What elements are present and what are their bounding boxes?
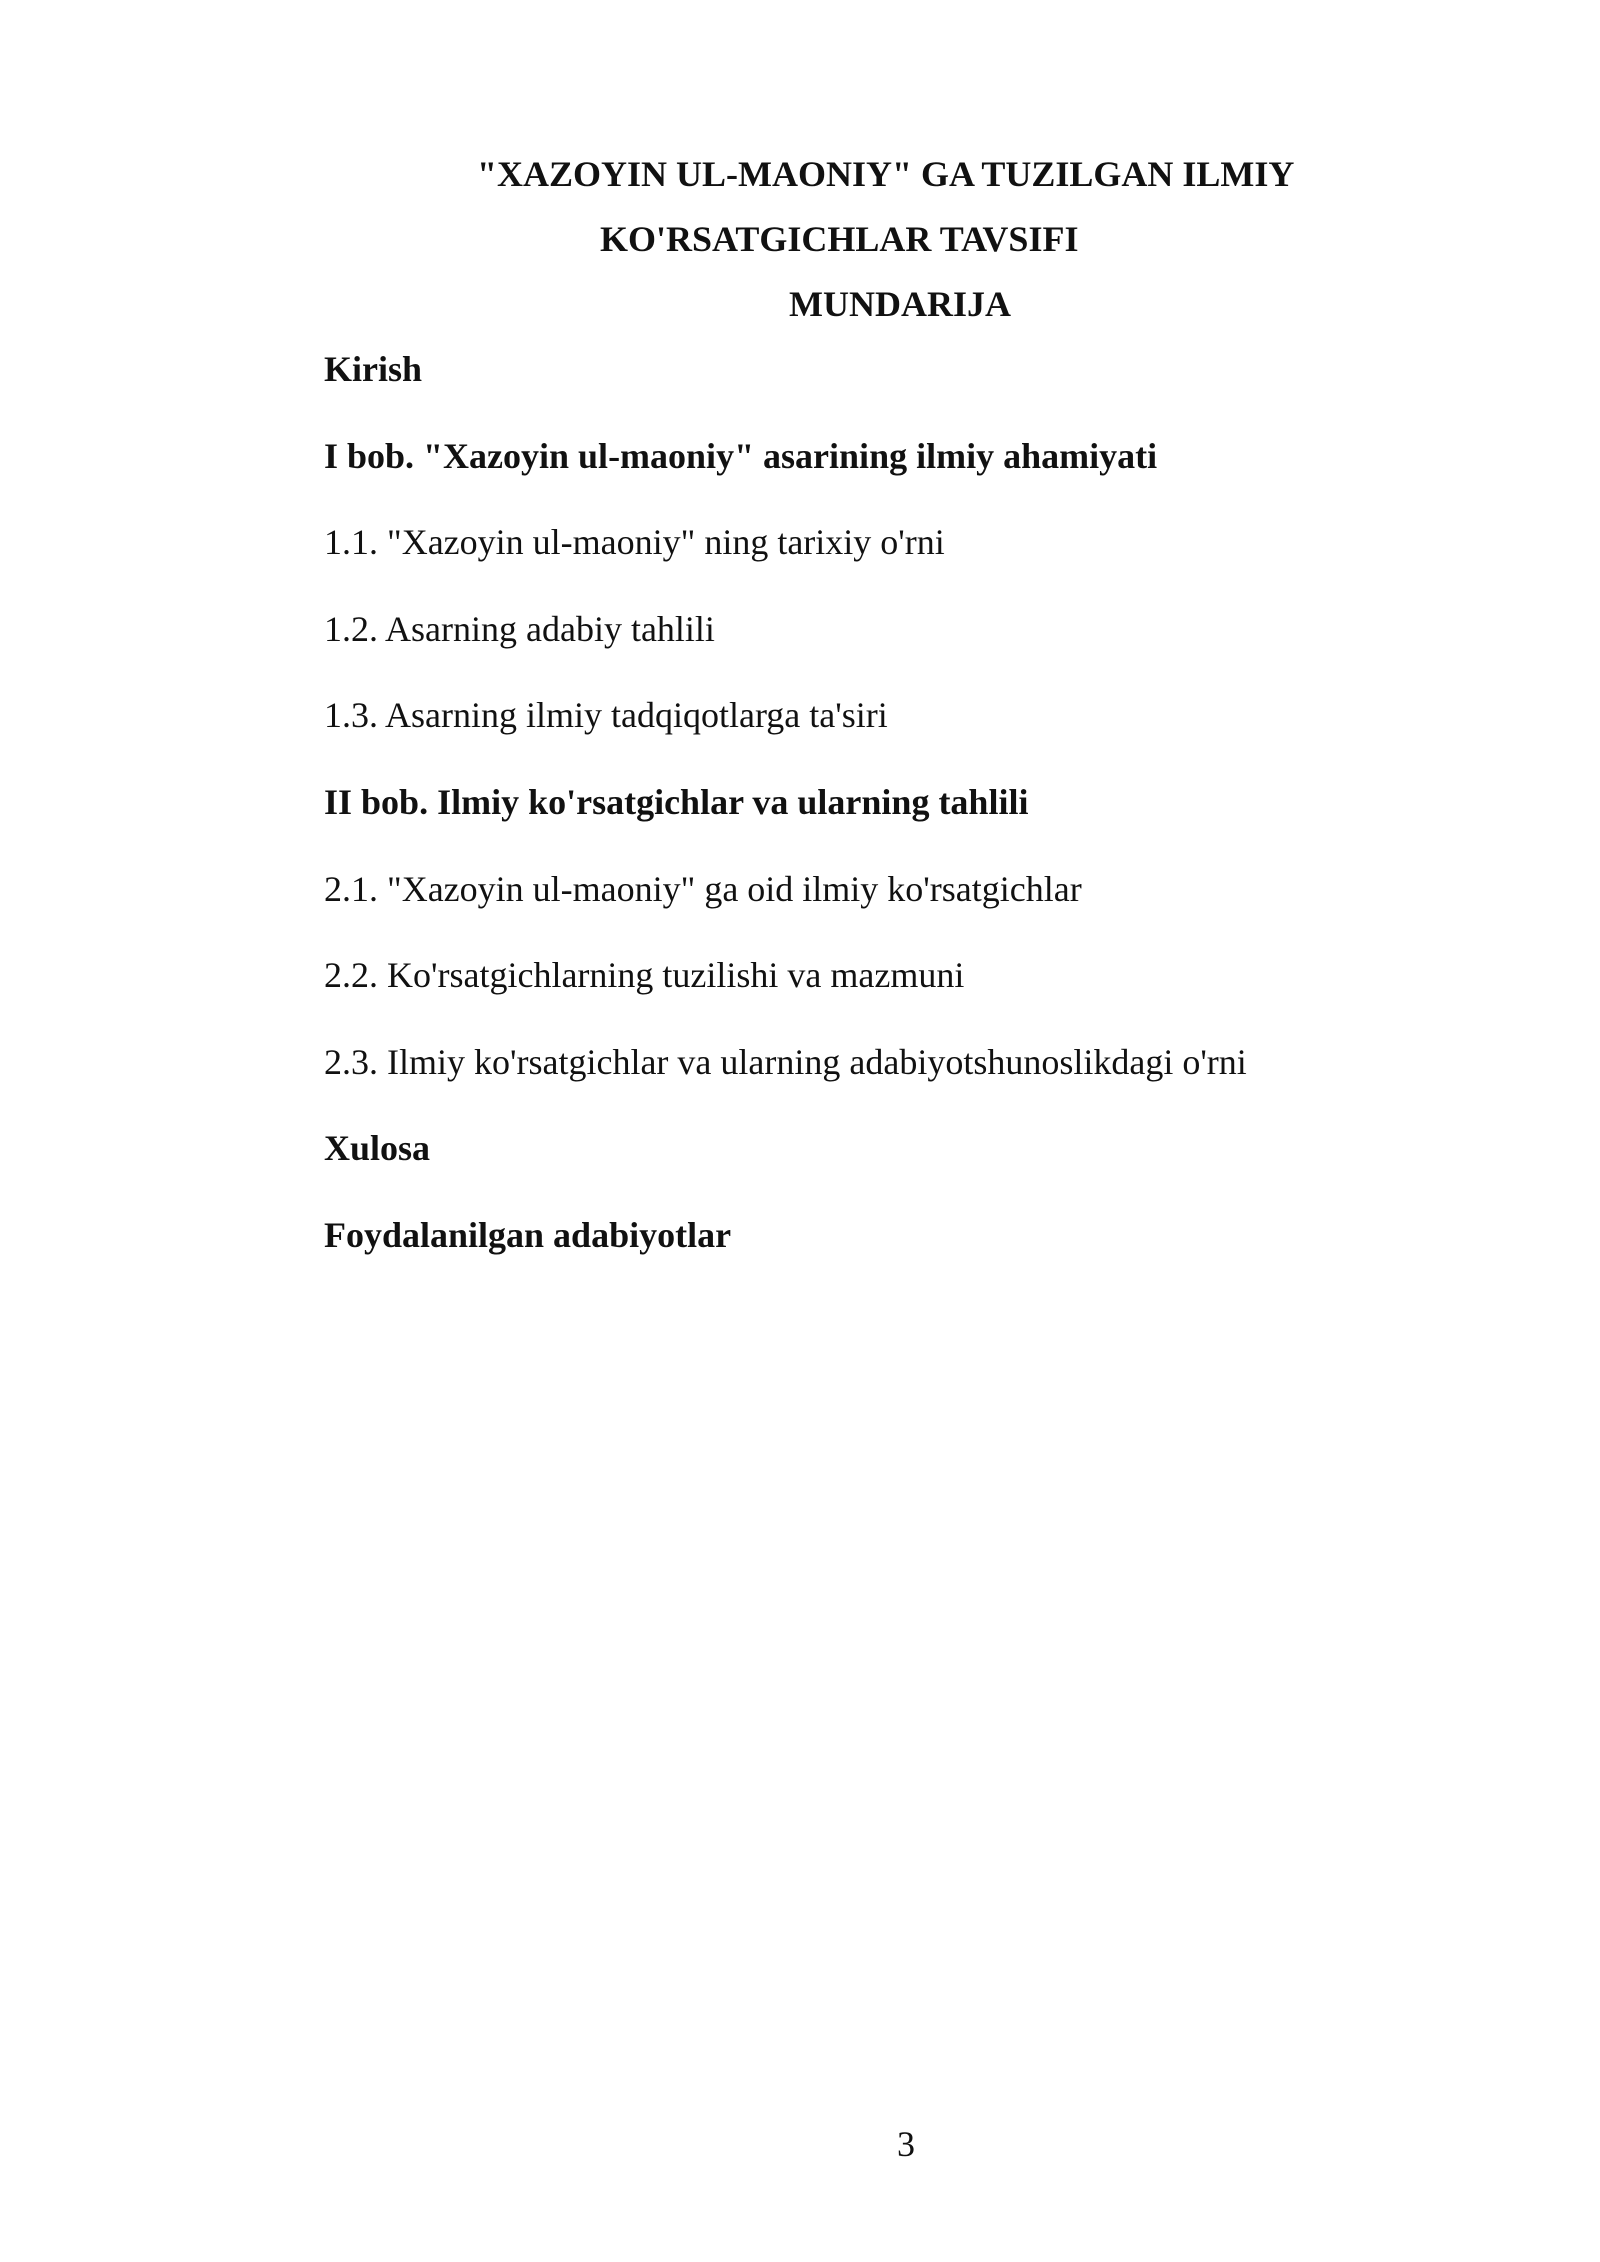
toc-item-references: Foydalanilgan adabiyotlar (324, 1214, 732, 1255)
toc-item-section-1-3: 1.3. Asarning ilmiy tadqiqotlarga ta'siri (324, 695, 888, 736)
toc-heading: MUNDARIJA (789, 284, 1011, 324)
toc-item-section-2-1: 2.1. "Xazoyin ul-maoniy" ga oid ilmiy ko'rsatgichlar (324, 868, 1082, 909)
table-of-contents (324, 345, 1324, 1298)
toc-item-xulosa: Xulosa (324, 1128, 431, 1169)
toc-item-chapter-1: I bob. "Xazoyin ul-maoniy" asarining ilmiy ahamiyati (324, 435, 1158, 476)
toc-item-section-2-3: 2.3. Ilmiy ko'rsatgichlar va ularning adabiyotshunoslikdagi o'rni (324, 1041, 1247, 1082)
toc-item-section-1-2: 1.2. Asarning adabiy tahlili (324, 608, 715, 649)
toc-item-chapter-2: II bob. Ilmiy ko'rsatgichlar va ularning tahlili (324, 781, 1029, 822)
toc-item-section-2-2: 2.2. Ko'rsatgichlarning tuzilishi va mazmuni (324, 955, 965, 996)
page-number: 3 (897, 2124, 915, 2164)
document-title-line-1: "XAZOYIN UL-MAONIY" GA TUZILGAN ILMIY (477, 154, 1295, 194)
toc-item-kirish: Kirish (324, 349, 423, 389)
document-title-line-2: KO'RSATGICHLAR TAVSIFI (600, 219, 1079, 259)
toc-item-section-1-1: 1.1. "Xazoyin ul-maoniy" ning tarixiy o'rni (324, 522, 945, 563)
